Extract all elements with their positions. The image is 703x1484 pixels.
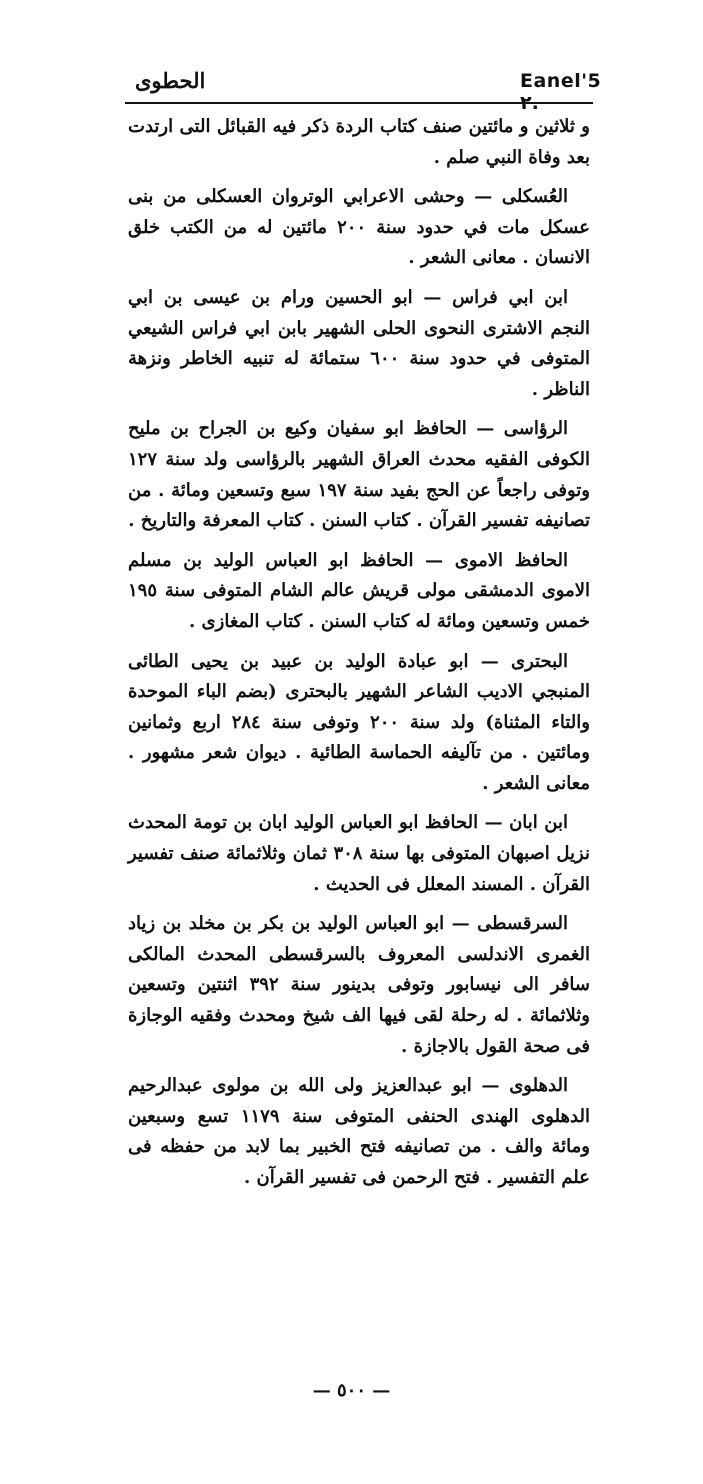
entry-paragraph: ابن ابي فراس — ابو الحسين ورام بن عيسى بن ابي النجم الاشترى النحوى الحلى الشهير بابن ابي فراس الشيعي المتوفى في حدود سنة ٦٠٠ ستمائة له تنبيه الخاطر ونزهة الناظر . [128, 286, 590, 400]
entry-paragraph: الدهلوى — ابو عبدالعزيز ولى الله بن مولوى عبدالرحيم الدهلوى الهندى الحنفى المتوفى سنة ١١٧٩ تسع وسبعين ومائة والف . من تصانيفه فتح الخبير بما لابد من حفظه فى علم التفسير . فتح الرحمن فى تفسير القرآن . [128, 1075, 590, 1188]
entry-paragraph: ابن ابان — الحافظ ابو العباس الوليد ابان بن تومة المحدث نزيل اصبهان المتوفى بها سنة ٣٠٨ ثمان وثلاثمائة صنف تفسير القرآن . المسند المعلل فى الحديث . [128, 812, 590, 895]
entries-column [128, 112, 590, 1203]
entry-paragraph: الرؤاسى — الحافظ ابو سفيان وكيع بن الجراح بن مليح الكوفى الفقيه محدث العراق الشهير بالرؤاسى ولد سنة ١٢٧ وتوفى راجعاً عن الحج بفيد سنة ١٩٧ سبع وتسعين ومائة . من تصانيفه تفسير القرآن . كتاب السنن . كتاب المعرفة والتاريخ . [128, 418, 590, 532]
page-number: — ٥٠٠ — [312, 1380, 391, 1401]
entry-paragraph: البحترى — ابو عبادة الوليد بن عبيد بن يحيى الطائى المنبجي الاديب الشاعر الشهير بالبحترى (بضم الباء الموحدة والتاء المثناة) ولد سنة ٢٠٠ وتوفى سنة ٢٨٤ اربع وثمانين ومائتين . من تآليفه الحماسة الطائية . ديوان شعر مشهور . معانى الشعر . [128, 650, 590, 794]
header-running-title: الحطوى [135, 68, 206, 93]
entry-paragraph: و ثلاثين و مائتين صنف كتاب الردة ذكر فيه القبائل التى ارتدت بعد وفاة النبي صلم . [128, 116, 590, 168]
header-rule [125, 102, 593, 104]
entry-paragraph: السرقسطى — ابو العباس الوليد بن بكر بن مخلد بن زياد الغمرى الاندلسى المعروف بالسرقسطى المحدث المالكى سافر الى نيسابور وتوفى بدينور سنة ٣٩٢ اثنتين وتسعين وثلاثمائة . له رحلة لقى فيها الف شيخ ومحدث وفقيه الوجازة فى صحة القول بالاجازة . [128, 913, 590, 1057]
entry-paragraph: الحافظ الاموى — الحافظ ابو العباس الوليد بن مسلم الاموى الدمشقى مولى قريش عالم الشام المتوفى سنة ١٩٥ خمس وتسعين ومائة له كتاب السنن . كتاب المغازى . [128, 549, 590, 632]
entry-paragraph: العُسكلى — وحشى الاعرابي الوتروان العسكلى من بنى عسكل مات في حدود سنة ٢٠٠ مائتين له من الكتب خلق الانسان . معانى الشعر . [128, 186, 590, 269]
page-header [125, 60, 602, 114]
header-page-marker: Eanel'5 ٢. [520, 70, 602, 114]
